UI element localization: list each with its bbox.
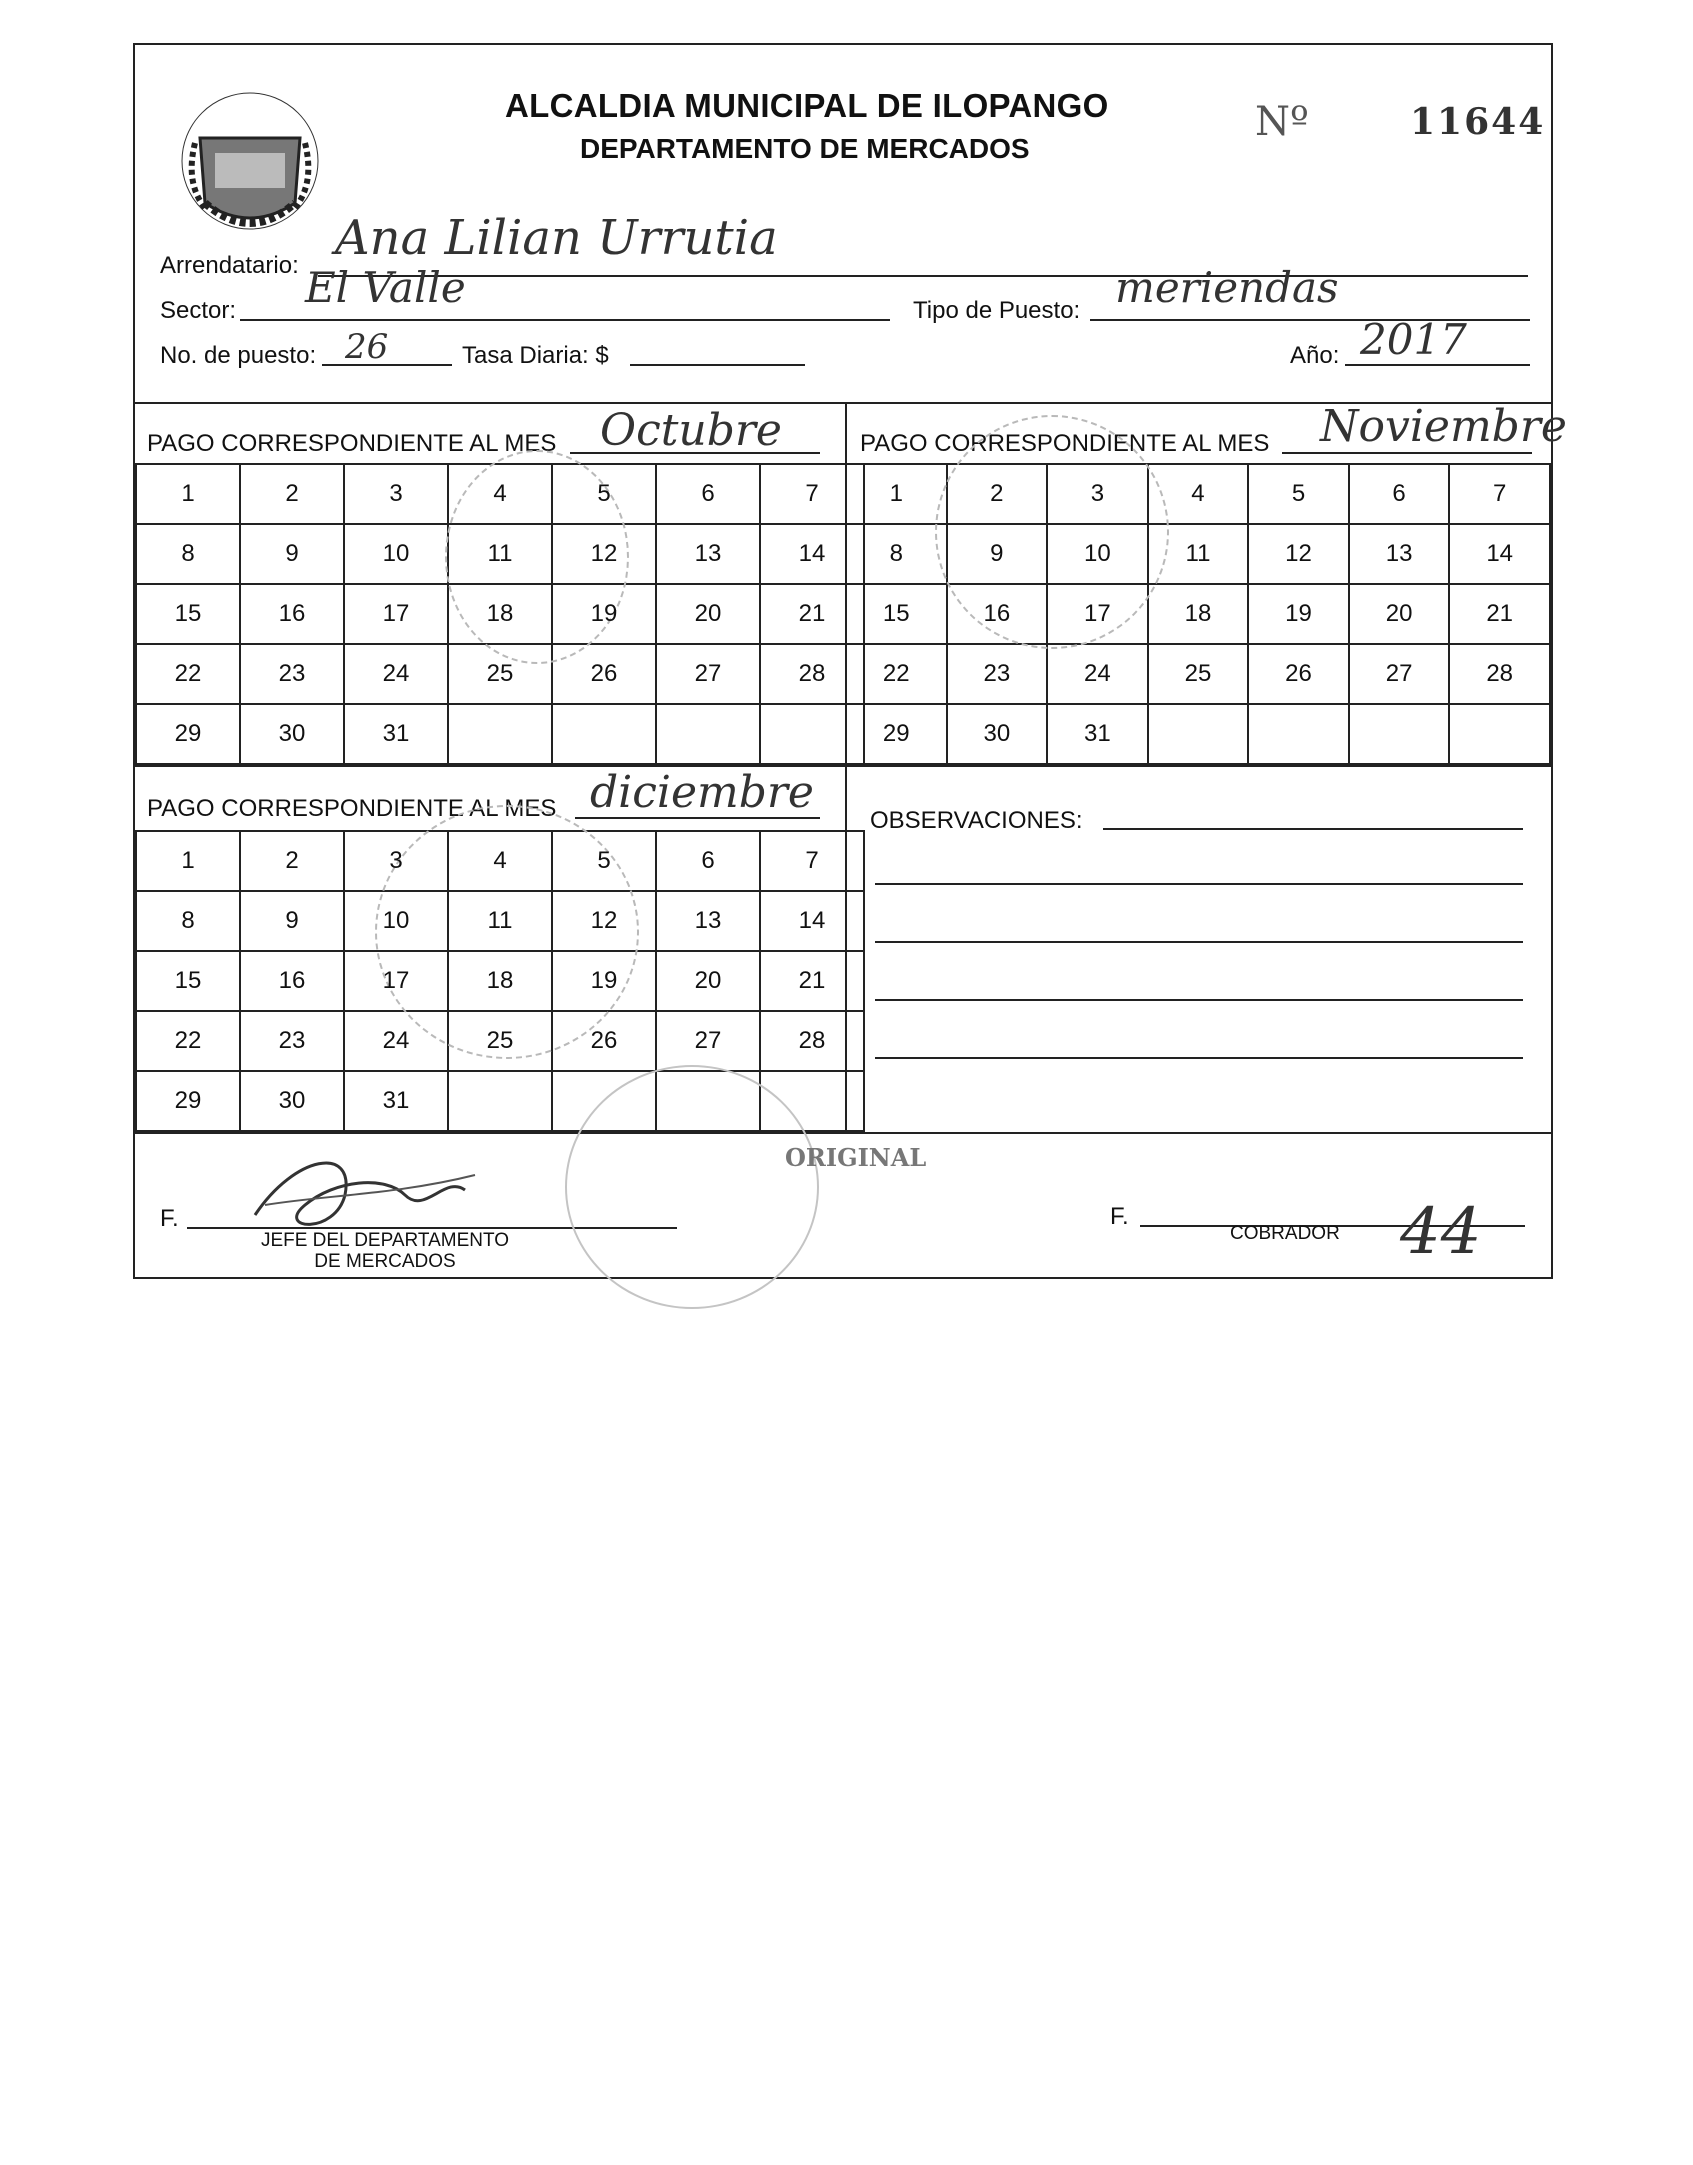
puesto-label: No. de puesto: [160,342,317,369]
day-row [136,704,864,764]
day-number: 5 [1291,480,1306,507]
day-number: 1 [889,480,903,507]
day-cell [344,464,448,524]
day-cell [448,704,552,764]
day-number: 29 [882,720,910,747]
month-name-3: diciembre [590,767,814,818]
day-number: 18 [486,600,514,627]
day-number: 14 [798,540,826,567]
day-cell [656,891,760,951]
day-cell [240,644,344,704]
tipo-puesto-value: meriendas [1115,263,1339,312]
day-number: 13 [694,540,722,567]
day-number: 15 [174,967,202,994]
day-number: 27 [694,660,722,687]
day-number: 2 [990,480,1004,507]
day-cell [136,1011,240,1071]
firma-right-label: F. [1110,1203,1129,1230]
day-cell [656,644,760,704]
day-cell [240,831,344,891]
day-number: 21 [798,967,826,994]
day-number: 26 [590,660,618,687]
day-number: 18 [1184,600,1212,627]
day-number: 19 [1285,600,1312,627]
day-cell [1248,464,1349,524]
day-number: 4 [1191,480,1205,507]
day-number: 5 [597,480,611,507]
day-number: 12 [1285,540,1312,567]
day-number: 12 [590,540,618,567]
day-cell [552,704,656,764]
day-number: 1 [181,847,195,874]
firma-left-label: F. [160,1205,179,1232]
day-number: 14 [1486,540,1514,567]
day-number: 7 [1493,480,1507,507]
day-cell [1449,584,1550,644]
day-number: 11 [1185,540,1211,567]
day-number: 16 [983,600,1011,627]
day-number: 14 [798,907,826,934]
day-number: 3 [389,847,403,874]
number-label: Nº [1255,99,1309,145]
day-cell [656,1011,760,1071]
day-number: 13 [1385,540,1413,567]
month-label-2: PAGO CORRESPONDIENTE AL MES [860,430,1270,457]
observaciones-line [875,883,1523,885]
day-cell [1349,584,1450,644]
arrendatario-line [318,275,1528,277]
day-cell [947,644,1048,704]
footer-divider [135,1132,1551,1134]
day-number: 2 [285,847,299,874]
day-cell [1047,644,1148,704]
day-number: 17 [1084,600,1111,627]
day-cell [240,524,344,584]
municipality-title: ALCALDIA MUNICIPAL DE ILOPANGO [505,87,1109,124]
day-number: 24 [382,1027,410,1054]
day-number: 8 [889,540,903,567]
day-cell [344,524,448,584]
day-number: 22 [174,660,202,687]
day-cell [1248,524,1349,584]
day-cell [1148,704,1249,764]
day-cell [240,1011,344,1071]
day-cell [136,464,240,524]
month-line-2 [1282,452,1532,454]
day-cell [136,1071,240,1131]
day-cell [1148,584,1249,644]
day-number: 25 [486,1027,514,1054]
day-number: 23 [278,660,306,687]
tasa-label: Tasa Diaria: $ [462,342,609,369]
day-cell [1349,524,1450,584]
day-number: 1 [181,480,195,507]
day-cell [656,951,760,1011]
day-number: 10 [1084,540,1111,567]
day-cell [760,831,864,891]
day-row [846,644,1550,704]
day-cell [136,524,240,584]
day-number: 20 [694,967,722,994]
jefe-label-2: DE MERCADOS [314,1251,456,1272]
day-number: 3 [1090,480,1105,507]
day-cell [240,951,344,1011]
municipal-seal-icon [175,83,325,243]
day-cell [760,1011,864,1071]
month-name-1: Octubre [600,405,782,456]
handwritten-number: 44 [1400,1195,1482,1269]
day-cell [344,1071,448,1131]
day-cell [656,464,760,524]
day-cell [240,464,344,524]
day-cell [1148,644,1249,704]
day-number: 27 [694,1027,722,1054]
day-cell [240,1071,344,1131]
sector-label: Sector: [160,297,237,324]
day-number: 20 [1385,600,1413,627]
section-divider [135,765,1551,767]
day-number: 19 [590,600,618,627]
day-cell [1349,644,1450,704]
puesto-value: 26 [345,327,389,367]
day-number: 8 [181,907,195,934]
day-number: 17 [382,600,410,627]
day-number: 5 [597,847,611,874]
day-number: 17 [382,967,410,994]
official-stamp-icon [565,1065,819,1309]
day-number: 26 [590,1027,618,1054]
day-cell [136,831,240,891]
day-cell [136,891,240,951]
day-number: 29 [174,1087,202,1114]
day-cell [1449,524,1550,584]
day-number: 20 [694,600,722,627]
day-cell [1248,584,1349,644]
day-cell [1349,704,1450,764]
observaciones-line [875,999,1523,1001]
day-number: 28 [798,1027,826,1054]
day-cell [846,644,947,704]
day-number: 16 [278,600,306,627]
day-number: 8 [181,540,195,567]
day-number: 6 [701,480,715,507]
day-number: 30 [278,1087,306,1114]
day-number: 23 [278,1027,306,1054]
day-cell [760,951,864,1011]
day-number: 25 [1184,660,1212,687]
day-cell [656,524,760,584]
day-cell [846,704,947,764]
receipt-number: 11644 [1410,101,1546,143]
day-row [846,704,1550,764]
sector-value: El Valle [305,263,466,312]
day-number: 30 [983,720,1011,747]
day-number: 28 [1486,660,1514,687]
day-cell [656,831,760,891]
month-name-2: Noviembre [1320,401,1567,452]
day-number: 6 [1392,480,1406,507]
anio-label: Año: [1290,342,1340,369]
day-number: 28 [798,660,826,687]
day-number: 9 [285,540,299,567]
day-number: 6 [701,847,715,874]
day-number: 21 [798,600,826,627]
day-cell [656,584,760,644]
day-number: 11 [487,540,513,567]
day-cell [136,951,240,1011]
day-cell [344,644,448,704]
month-label-1: PAGO CORRESPONDIENTE AL MES [147,430,557,457]
handwritten-signature-icon [235,1135,495,1245]
day-number: 26 [1285,660,1312,687]
stamp-impression [935,415,1169,649]
day-cell [1047,704,1148,764]
day-cell [846,464,947,524]
day-cell [240,584,344,644]
day-cell [1449,464,1550,524]
day-number: 9 [990,540,1004,567]
day-cell [136,644,240,704]
day-number: 24 [382,660,410,687]
day-cell [846,584,947,644]
day-number: 29 [174,720,202,747]
arrendatario-value: Ana Lilian Urrutia [335,210,778,266]
day-cell [448,1071,552,1131]
day-number: 30 [278,720,306,747]
day-cell [947,704,1048,764]
day-cell [240,891,344,951]
day-number: 18 [486,967,514,994]
day-number: 10 [382,540,410,567]
original-mark: ORIGINAL [785,1143,927,1172]
day-number: 31 [382,720,410,747]
day-cell [136,584,240,644]
tipo-puesto-label: Tipo de Puesto: [913,297,1081,324]
day-number: 27 [1385,660,1413,687]
day-number: 13 [694,907,722,934]
day-number: 7 [805,480,819,507]
day-cell [136,704,240,764]
day-number: 2 [285,480,299,507]
day-cell [1449,644,1550,704]
day-number: 22 [174,1027,202,1054]
day-cell [1449,704,1550,764]
jefe-label-1: JEFE DEL DEPARTAMENTO [260,1230,510,1251]
day-cell [344,584,448,644]
day-number: 23 [983,660,1011,687]
day-number: 9 [285,907,299,934]
day-number: 21 [1486,600,1514,627]
tasa-line [630,364,805,366]
day-cell [240,704,344,764]
day-cell [344,704,448,764]
day-number: 11 [487,907,513,934]
observaciones-label: OBSERVACIONES: [870,807,1083,834]
day-number: 31 [1084,720,1111,747]
day-number: 22 [882,660,910,687]
day-number: 16 [278,967,306,994]
day-number: 15 [882,600,910,627]
anio-value: 2017 [1360,315,1467,364]
day-number: 15 [174,600,202,627]
observaciones-line [875,1057,1523,1059]
day-number: 7 [805,847,819,874]
sector-line [240,319,890,321]
observaciones-line [1103,828,1523,830]
day-cell [1248,704,1349,764]
day-number: 12 [590,907,618,934]
day-number: 19 [590,967,618,994]
day-cell [760,891,864,951]
market-payment-card [133,43,1567,1279]
day-cell [1248,644,1349,704]
observaciones-line [875,941,1523,943]
cobrador-label: COBRADOR [1230,1223,1340,1244]
day-number: 31 [382,1087,410,1114]
arrendatario-label: Arrendatario: [160,252,299,279]
day-cell [656,704,760,764]
day-number: 10 [382,907,410,934]
day-number: 3 [389,480,403,507]
day-cell [846,524,947,584]
month-label-3: PAGO CORRESPONDIENTE AL MES [147,795,557,822]
day-number: 25 [486,660,514,687]
anio-line [1345,364,1530,366]
department-title: DEPARTAMENTO DE MERCADOS [580,133,1030,164]
day-number: 4 [493,847,507,874]
day-number: 4 [493,480,507,507]
day-number: 24 [1084,660,1111,687]
day-cell [1349,464,1450,524]
